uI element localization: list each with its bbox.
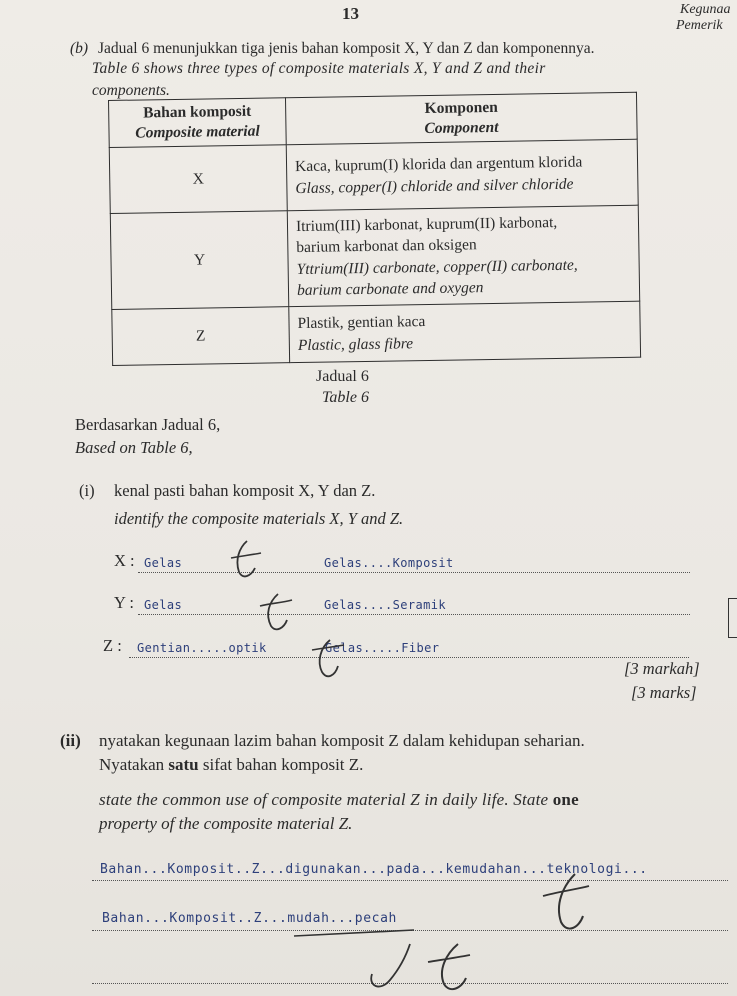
question-b-label: (b) [70, 40, 89, 57]
margin-box [728, 598, 737, 638]
answer-line-z[interactable] [129, 657, 689, 658]
cross-mark-icon [307, 636, 347, 684]
table-row [112, 301, 641, 365]
corner-label-kegunaan: Kegunaa [680, 2, 731, 17]
question-b-text-en-2: components. [92, 82, 170, 99]
cross-mark-icon [420, 940, 480, 996]
answer-label-x: X : [114, 551, 135, 570]
handwritten-answer-ii-2: Bahan...Komposit..Z...mudah...pecah [102, 911, 397, 926]
handwritten-answer-x-1: Gelas [144, 556, 183, 570]
handwritten-answer-ii-1: Bahan...Komposit..Z...digunakan...pada...kemudahan...teknologi... [100, 862, 648, 877]
component-en: Glass, copper(I) chloride and silver chloride [295, 175, 574, 197]
table-caption-en: Table 6 [322, 389, 369, 406]
component-ms: barium karbonat dan oksigen [296, 236, 477, 257]
question-b-text-ms: Jadual 6 menunjukkan tiga jenis bahan komposit X, Y dan Z dan komponennya. [98, 40, 595, 57]
table-cell-material: Y [110, 211, 288, 310]
header-component-ms: Komponen [424, 98, 498, 118]
answer-label-z: Z : [103, 636, 122, 655]
part-ii-text-en-1 [99, 790, 579, 810]
answer-line-y[interactable] [138, 614, 690, 615]
component-ms: Kaca, kuprum(I) klorida dan argentum klorida [294, 153, 583, 176]
component-ms: Plastik, gentian kaca [297, 313, 426, 333]
part-ii-ms-bold: satu [168, 755, 199, 774]
cross-mark-icon [256, 588, 296, 636]
header-component-en: Component [424, 119, 499, 138]
component-ms: Itrium(III) karbonat, kuprum(II) karbonat, [295, 213, 558, 236]
answer-line-x[interactable] [138, 572, 690, 573]
handwritten-answer-z-1: Gentian.....optik [137, 641, 267, 655]
handwritten-answer-x-2: Gelas....Komposit [324, 556, 454, 570]
table-cell-component [286, 139, 638, 211]
part-ii-ms-post: sifat bahan komposit Z. [198, 755, 364, 774]
marks-en: [3 marks] [631, 683, 697, 702]
handwritten-answer-y-1: Gelas [144, 598, 183, 612]
part-ii-number: (ii) [60, 731, 81, 750]
component-en: Yttrium(III) carbonate, copper(II) carbonate, [296, 256, 578, 278]
table-cell-component [287, 205, 639, 307]
question-b-text-en-1: Table 6 shows three types of composite materials X, Y and Z and their [92, 60, 546, 77]
table-cell-material: X [109, 145, 287, 214]
header-material-en: Composite material [135, 122, 260, 142]
table-caption-ms: Jadual 6 [316, 368, 369, 385]
part-i-text-ms: kenal pasti bahan komposit X, Y dan Z. [114, 481, 376, 500]
table-header-material [109, 98, 287, 148]
component-en: Plastic, glass fibre [297, 335, 414, 354]
answer-row-x [114, 549, 694, 573]
intro-ms: Berdasarkan Jadual 6, [75, 415, 221, 434]
marks-ms: [3 markah] [624, 659, 700, 678]
cross-mark-icon [225, 538, 265, 582]
handwritten-answer-z-2: Gelas.....Fiber [325, 641, 440, 655]
answer-row-z [103, 634, 693, 658]
part-i-number: (i) [79, 481, 95, 500]
table-row [109, 139, 638, 213]
part-ii-ms-pre: Nyatakan [99, 755, 169, 774]
part-ii-text-en-2: property of the composite material Z. [99, 814, 353, 833]
header-material-ms: Bahan komposit [143, 102, 252, 122]
composite-table [108, 92, 641, 367]
answer-line-ii-1[interactable] [92, 880, 728, 881]
part-ii-en-pre: state the common use of composite material Z in daily life. State [99, 790, 553, 809]
handwritten-answer-y-2: Gelas....Seramik [324, 598, 446, 612]
component-en: barium carbonate and oxygen [296, 279, 484, 300]
table-header-component [285, 92, 637, 145]
table-row [110, 205, 639, 309]
strike-mark-icon [290, 926, 430, 996]
cross-mark-icon [535, 870, 595, 940]
part-ii-text-ms-2 [99, 755, 363, 775]
table-cell-material: Z [112, 307, 290, 366]
answer-row-y [114, 591, 694, 615]
corner-label-pemeriksa: Pemerik [676, 18, 723, 33]
part-ii-text-ms-1: nyatakan kegunaan lazim bahan komposit Z dalam kehidupan seharian. [99, 731, 585, 750]
table-header-row [109, 92, 638, 148]
page-number: 13 [342, 4, 359, 23]
table-cell-component [289, 301, 641, 363]
intro-en: Based on Table 6, [75, 438, 193, 457]
part-i-text-en: identify the composite materials X, Y and Z. [114, 509, 404, 528]
answer-label-y: Y : [114, 593, 135, 612]
part-ii-en-bold: one [552, 790, 579, 809]
